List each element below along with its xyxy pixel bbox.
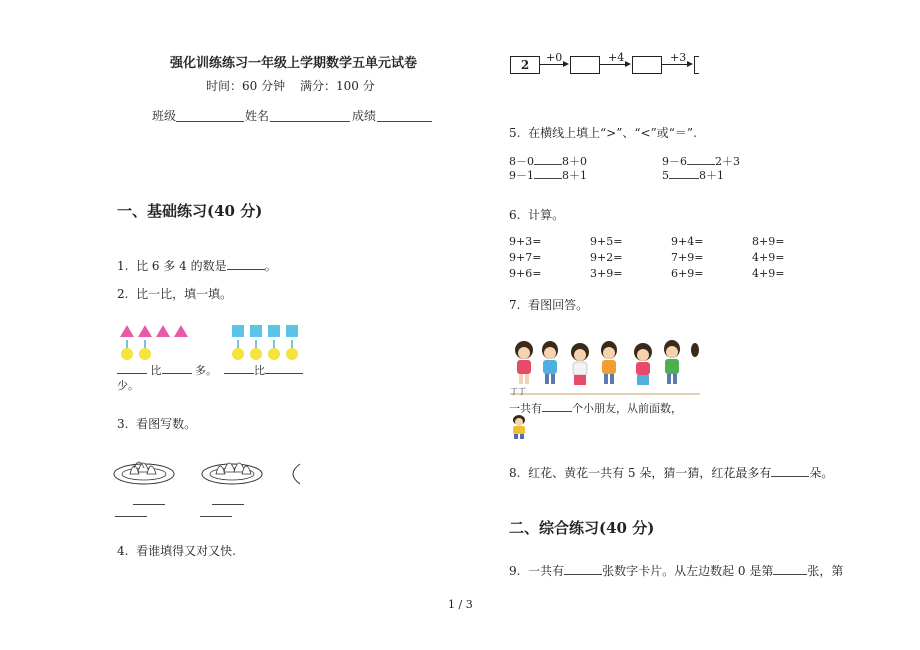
q6-r3c3[interactable]: 6+9= [671, 267, 704, 280]
q5-item-4: 5 8＋1 [662, 169, 724, 182]
question-2-answer-tail: 少。 [117, 379, 139, 392]
question-9-number: 9. [509, 564, 521, 578]
q6-r2c1[interactable]: 9+7= [509, 251, 542, 264]
q6-r1c2[interactable]: 9+5= [590, 235, 623, 248]
q6-r3c1[interactable]: 9+6= [509, 267, 542, 280]
question-1-text: 比 6 多 4 的数是 [136, 259, 227, 273]
chain-arrow-3 [661, 64, 687, 65]
q3-blank-2[interactable] [212, 504, 244, 505]
page-number: 1 / 3 [448, 598, 473, 611]
q2-blank-1[interactable] [117, 362, 147, 374]
q2-blank-2[interactable] [162, 362, 192, 374]
chain-arrow-1-head [563, 61, 569, 67]
question-1-number: 1. [117, 259, 129, 273]
chain-op-3: +3 [670, 51, 687, 64]
section2-heading: 二、综合练习(40 分) [509, 519, 655, 537]
q9-blank-2[interactable] [773, 563, 807, 575]
plate-3-partial [293, 464, 300, 484]
question-6-text: 计算。 [528, 208, 565, 222]
question-7-text: 看图回答。 [528, 298, 589, 312]
name-field-line[interactable] [270, 121, 350, 122]
question-4-number: 4. [117, 544, 129, 558]
q6-r2c3[interactable]: 7+9= [671, 251, 704, 264]
question-6 [509, 206, 564, 223]
q3-blank-1[interactable] [133, 504, 165, 505]
question-3-text: 看图写数。 [136, 417, 197, 431]
class-field-label: 班级 [152, 109, 177, 123]
triangle-row [120, 325, 188, 337]
q5-blank-1[interactable] [534, 153, 562, 165]
question-5-text: 在横线上填上“>”、“<”或“＝”. [528, 126, 697, 140]
child-3 [571, 343, 589, 385]
question-4 [117, 542, 236, 559]
chain-start-value: 2 [520, 58, 530, 72]
q5-blank-4[interactable] [669, 167, 699, 179]
square-row [232, 325, 298, 337]
q3-blank-3[interactable] [115, 516, 147, 517]
question-8: 8. 红花、黄花一共有 5 朵，猜一猜，红花最多有 朵。 [509, 466, 834, 480]
q7-answer-line: 一共有 个小朋友，从前面数， [509, 402, 682, 415]
question-4-text: 看谁填得又对又快. [136, 544, 236, 558]
q2-blank-3[interactable] [224, 362, 254, 374]
q2-blank-4[interactable] [265, 362, 303, 374]
question-2-text: 比一比，填一填。 [136, 287, 233, 301]
chain-arrow-3-head [687, 61, 693, 67]
grade-field-label: 成绩 [352, 109, 377, 123]
chain-arrow-1 [539, 64, 563, 65]
q5-blank-2[interactable] [534, 167, 562, 179]
chain-start-box [510, 56, 540, 74]
q6-r1c1[interactable]: 9+3= [509, 235, 542, 248]
question-8-number: 8. [509, 466, 521, 480]
question-3-number: 3. [117, 417, 129, 431]
q6-r2c2[interactable]: 9+2= [590, 251, 623, 264]
q5-item-2: 9－1 8＋1 [509, 169, 587, 182]
plate-2 [202, 463, 262, 484]
child-4 [601, 341, 617, 384]
q6-r2c4[interactable]: 4+9= [752, 251, 785, 264]
page-title: 强化训练练习一年级上学期数学五单元试卷 [170, 56, 418, 71]
question-5 [509, 124, 697, 141]
q6-r1c4[interactable]: 8+9= [752, 235, 785, 248]
time-label: 时间：60 分钟 [206, 79, 286, 93]
q6-r3c2[interactable]: 3+9= [590, 267, 623, 280]
name-field-label: 姓名 [245, 109, 270, 123]
chain-box-3-partial[interactable] [694, 56, 699, 74]
question-1-answer-blank[interactable] [227, 258, 265, 270]
chain-op-1: +0 [546, 51, 563, 64]
question-7 [509, 296, 588, 313]
question-8-text: 红花、黄花一共有 5 朵，猜一猜，红花最多有 [528, 466, 772, 480]
question-7-number: 7. [509, 298, 521, 312]
chain-box-2[interactable] [632, 56, 662, 74]
plate-1 [114, 462, 174, 484]
child-7-partial [691, 343, 699, 357]
circle-row-left [121, 340, 151, 360]
chain-arrow-2-head [625, 61, 631, 67]
q7-sign-label: 丁丁 [510, 387, 526, 396]
chain-op-2: +4 [608, 51, 625, 64]
child-1 [515, 341, 533, 384]
q5-item-3: 9－6 2＋3 [662, 155, 740, 168]
class-field-line[interactable] [176, 121, 244, 122]
section1-heading: 一、基础练习(40 分) [117, 202, 263, 220]
question-3 [117, 415, 196, 432]
child-2 [542, 341, 558, 384]
question-9: 9. 一共有 张数字卡片。从左边数起 0 是第 张，第 [509, 564, 844, 578]
q9-blank-1[interactable] [564, 563, 602, 575]
q3-blank-4[interactable] [200, 516, 232, 517]
circle-row-right [232, 340, 298, 360]
question-5-number: 5. [509, 126, 521, 140]
q6-r3c4[interactable]: 4+9= [752, 267, 785, 280]
chain-box-1[interactable] [570, 56, 600, 74]
chain-arrow-2 [599, 64, 625, 65]
child-5 [634, 343, 652, 385]
q8-answer-blank[interactable] [771, 465, 809, 477]
score-label: 满分：100 分 [300, 79, 375, 93]
question-6-number: 6. [509, 208, 521, 222]
question-1: 1. 比 6 多 4 的数是 。 [117, 259, 277, 273]
child-6 [664, 340, 680, 384]
question-2 [117, 285, 232, 302]
question-2-answer-row: 比 多。 比 [117, 362, 303, 378]
dumpling-plates-figure [112, 452, 302, 492]
question-2-number: 2. [117, 287, 129, 301]
q7-blank-1[interactable] [542, 400, 572, 412]
q6-r1c3[interactable]: 9+4= [671, 235, 704, 248]
grade-field-line[interactable] [377, 121, 432, 122]
boy-icon [509, 414, 529, 440]
q5-blank-3[interactable] [687, 153, 715, 165]
children-line-figure [510, 336, 700, 398]
q5-item-1: 8－0 8＋0 [509, 155, 587, 168]
